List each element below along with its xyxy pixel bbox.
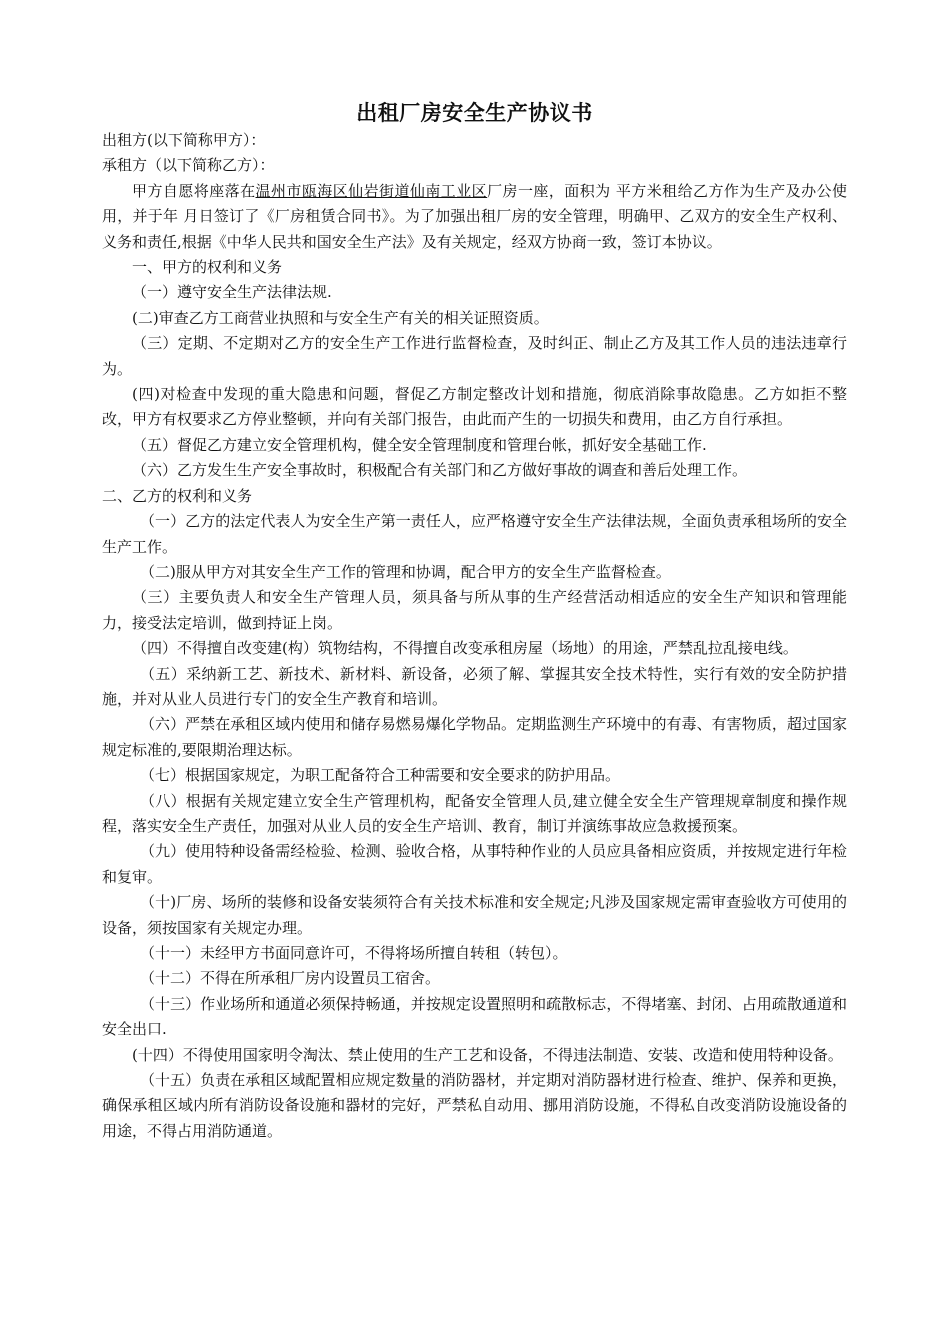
section2-item: （三）主要负责人和安全生产管理人员，须具备与所从事的生产经营活动相适应的安全生产知识和管理能力，接受法定培训，做到持证上岗。 [102, 588, 847, 632]
section2-item: （五）采纳新工艺、新技术、新材料、新设备，必须了解、掌握其安全技术特性，实行有效的安全防护措施，并对从业人员进行专门的安全生产教育和培训。 [102, 664, 847, 708]
section2-item: （九）使用特种设备需经检验、检测、验收合格，从事特种作业的人员应具备相应资质，并按规定进行年检和复审。 [102, 842, 847, 886]
section1-item: (二)审查乙方工商营业执照和与安全生产有关的相关证照资质。 [132, 308, 549, 327]
intro-after: 厂房一座，面积为 平方米租给乙方作为生产及办公使用，并于年 月日签订了《厂房租赁合同书》。为了加强出租厂房的安全管理，明确甲、乙双方的安全生产权利、义务和责任,根据《中华人民共和国安全生产法》及有关规定，经双方协商一致，签订本协议。 [102, 181, 847, 251]
section2-item: （七）根据国家规定，为职工配备符合工种需要和安全要求的防护用品。 [140, 766, 621, 785]
intro-before: 甲方自愿将座落在 [132, 181, 256, 200]
section2-item: （十二）不得在所承租厂房内设置员工宿舍。 [140, 969, 441, 988]
section1-heading: 一、甲方的权利和义务 [132, 258, 283, 277]
section2-heading: 二、乙方的权利和义务 [102, 486, 253, 505]
section1-item: (四)对检查中发现的重大隐患和问题，督促乙方制定整改计划和措施，彻底消除事故隐患。乙方如拒不整改，甲方有权要求乙方停业整顿，并向有关部门报告，由此而产生的一切损失和费用，由乙方自行承担。 [102, 385, 847, 429]
section2-item: （十三）作业场所和通道必须保持畅通，并按规定设置照明和疏散标志，不得堵塞、封闭、占用疏散通道和安全出口. [102, 994, 847, 1039]
section2-item: （一）乙方的法定代表人为安全生产第一责任人，应严格遵守安全生产法律法规，全面负责承租场所的安全生产工作。 [102, 512, 847, 556]
section1-item: （六）乙方发生生产安全事故时，积极配合有关部门和乙方做好事故的调查和善后处理工作。 [132, 461, 748, 480]
section2-item: （八）根据有关规定建立安全生产管理机构，配备安全管理人员,建立健全安全生产管理规章制度和操作规程，落实安全生产责任，加强对从业人员的安全生产培训、教育，制订并演练事故应急救援预案。 [102, 791, 847, 835]
section2-item: （二)服从甲方对其安全生产工作的管理和协调，配合甲方的安全生产监督检查。 [140, 562, 671, 581]
lessee-line: 承租方（以下简称乙方）： [102, 156, 275, 175]
lessor-line: 出租方(以下简称甲方）： [102, 131, 266, 149]
section2-item: (十四）不得使用国家明令淘汰、禁止使用的生产工艺和设备，不得违法制造、安装、改造和使用特种设备。 [132, 1045, 843, 1064]
section1-item: （三）定期、不定期对乙方的安全生产工作进行监督检查，及时纠正、制止乙方及其工作人员的违法违章行为。 [102, 334, 847, 378]
section2-item: （十五）负责在承租区域配置相应规定数量的消防器材，并定期对消防器材进行检查、维护、保养和更换，确保承租区域内所有消防设备设施和器材的完好，严禁私自动用、挪用消防设施，不得私自改变消防设施设备的用途，不得占用消防通道。 [102, 1071, 847, 1140]
intro-paragraph [102, 179, 847, 255]
factory-location: 温州市瓯海区仙岩街道仙南工业区 [255, 181, 488, 200]
section1-item: （五）督促乙方建立安全管理机构，健全安全管理制度和管理台帐，抓好安全基础工作. [132, 435, 707, 454]
document-title: 出租厂房安全生产协议书 [356, 100, 593, 125]
section2-item: （六）严禁在承租区域内使用和储存易燃易爆化学物品。定期监测生产环境中的有毒、有害物质，超过国家规定标准的,要限期治理达标。 [102, 715, 847, 759]
section2-item: （十一）未经甲方书面同意许可，不得将场所擅自转租（转包）。 [140, 944, 568, 962]
section1-item: （一）遵守安全生产法律法规. [132, 283, 332, 302]
section2-item: （十)厂房、场所的装修和设备安装须符合有关技术标准和安全规定;凡涉及国家规定需审查验收方可使用的设备，须按国家有关规定办理。 [102, 893, 847, 937]
section2-item: （四）不得擅自改变建(构）筑物结构，不得擅自改变承租房屋（场地）的用途，严禁乱拉乱接电线。 [132, 639, 798, 658]
